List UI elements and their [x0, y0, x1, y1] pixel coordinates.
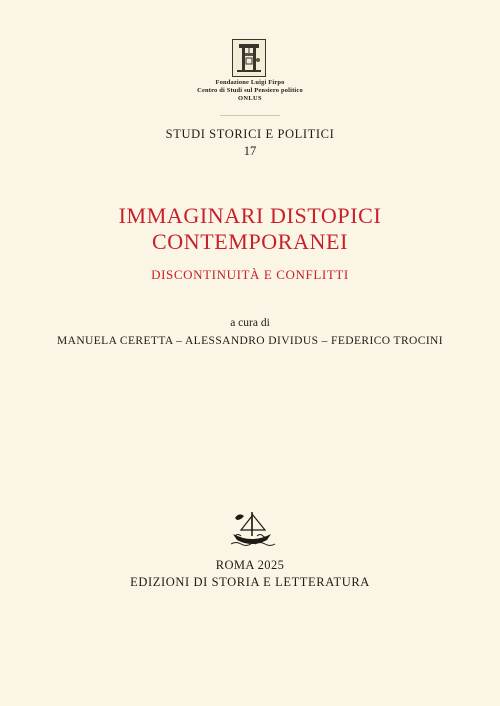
book-title-line1: IMMAGINARI DISTOPICI	[118, 203, 382, 228]
editors-label: a cura di	[230, 317, 270, 329]
series-number: 17	[243, 144, 257, 158]
place-year: ROMA 2025	[215, 558, 285, 572]
foundation-subtitle: Centro di Studi sul Pensiero politico	[197, 87, 303, 94]
book-subtitle: DISCONTINUITÀ E CONFLITTI	[151, 267, 349, 282]
series-name: STUDI STORICI E POLITICI	[165, 127, 335, 141]
book-title-line2: CONTEMPORANEI	[151, 229, 349, 254]
publisher-name: EDIZIONI DI STORIA E LETTERATURA	[130, 575, 370, 589]
ship-emblem-icon	[227, 506, 277, 550]
foundation-name: Fondazione Luigi Firpo	[215, 79, 285, 86]
foundation-onlus: ONLUS	[237, 95, 263, 102]
editors-names: MANUELA CERETTA – ALESSANDRO DIVIDUS – FEDERICO TROCINI	[56, 335, 443, 347]
divider	[220, 115, 280, 116]
foundation-logo-icon	[232, 39, 266, 77]
